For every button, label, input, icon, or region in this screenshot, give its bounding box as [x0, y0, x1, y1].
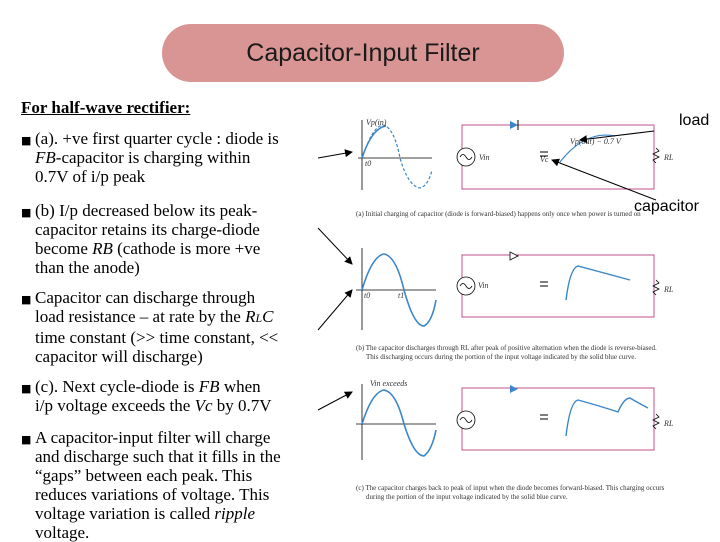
- pointer-arrow-b1: [318, 228, 352, 264]
- load-label: load: [679, 112, 710, 129]
- diode-icon: [510, 252, 518, 260]
- circuit-loop-b: [462, 255, 654, 317]
- vin-label-a: Vin: [479, 153, 490, 162]
- t0-label-a: t0: [365, 159, 372, 168]
- vin-exceeds-label: Vin exceeds: [370, 379, 408, 388]
- diode-icon: [510, 385, 518, 393]
- bullet-line: Capacitor can discharge through: [35, 288, 256, 307]
- bullet-line: time constant (>> time constant, <<: [35, 328, 279, 347]
- capacitor-label: capacitor: [634, 198, 699, 215]
- slide-title: Capacitor-Input Filter: [246, 38, 480, 67]
- capacitor-arrow: [552, 160, 656, 200]
- bullet-line: become RB (cathode is more +ve: [35, 239, 261, 258]
- output-wave-b: [566, 266, 630, 300]
- input-wave-a-solid: [362, 126, 386, 158]
- diode-icon: [510, 121, 518, 129]
- bullet-marker: ■: [21, 206, 32, 219]
- vp-out-label: Vp(out) − 0.7 V: [570, 137, 621, 146]
- bullet-line: A capacitor-input filter will charge: [35, 428, 271, 447]
- output-wave-c: [566, 398, 648, 436]
- bullet-line: “gaps” between each peak. This: [35, 466, 253, 485]
- t0-label-b: t0: [364, 291, 371, 300]
- panel-b: [356, 248, 674, 361]
- caption-c-1: (c) The capacitor charges back to peak of input when the diode becomes forward-biased. This charging occurs: [356, 484, 665, 492]
- caption-b-1: (b) The capacitor discharges through RL after peak of positive alternation when the diode is reverse-biased.: [356, 344, 657, 352]
- caption-a: (a) Initial charging of capacitor (diode is forward-biased) happens only once when power is turned on: [356, 210, 641, 218]
- input-wave-c: [362, 390, 436, 456]
- circuit-loop-c: [462, 388, 654, 450]
- bullet-line: voltage variation is called ripple: [35, 504, 255, 523]
- vc-label-a: Vc: [540, 155, 549, 164]
- pointer-arrow-b2: [318, 290, 352, 330]
- bullet-line: (c). Next cycle-diode is FB when: [35, 377, 261, 396]
- bullet-line: (b) I/p decreased below its peak-: [35, 201, 258, 220]
- bullet-line: load resistance – at rate by the RLC: [35, 307, 274, 326]
- vp-in-label: Vp(in): [366, 118, 387, 127]
- bullet-line: than the anode): [35, 258, 140, 277]
- subheading: For half-wave rectifier:: [21, 98, 191, 117]
- caption-b-2: This discharging occurs during the portion of the input voltage indicated by the solid blue curve.: [366, 353, 637, 361]
- bullet-marker: ■: [21, 293, 32, 306]
- bullet-marker: ■: [21, 382, 32, 395]
- bullet-line: FB-capacitor is charging within: [35, 148, 251, 167]
- pointer-arrow-c: [318, 392, 352, 410]
- pointer-arrow-a: [318, 152, 352, 158]
- bullet-line: reduces variations of voltage. This: [35, 485, 270, 504]
- bullet-marker: ■: [21, 134, 32, 147]
- bullet-line: and discharge such that it fills in the: [35, 447, 281, 466]
- panel-c: [356, 379, 674, 501]
- t1-label-b: t1: [398, 291, 405, 300]
- bullet-line: 0.7V of i/p peak: [35, 167, 146, 186]
- caption-c-2: during the portion of the input voltage indicated by the solid blue curve.: [366, 493, 568, 501]
- bullet-line: capacitor retains its charge-diode: [35, 220, 260, 239]
- bullet-line: (a). +ve first quarter cycle : diode is: [35, 129, 279, 148]
- bullet-marker: ■: [21, 433, 32, 446]
- panel-a: [356, 118, 674, 218]
- bullet-line: i/p voltage exceeds the Vc by 0.7V: [35, 396, 272, 415]
- rl-label-b: RL: [664, 285, 674, 294]
- vin-label-b: Vin: [478, 281, 489, 290]
- bullet-line: capacitor will discharge): [35, 347, 203, 366]
- rl-label-c: RL: [664, 419, 674, 428]
- bullet-line: voltage.: [35, 523, 90, 542]
- rl-label-a: RL: [664, 153, 674, 162]
